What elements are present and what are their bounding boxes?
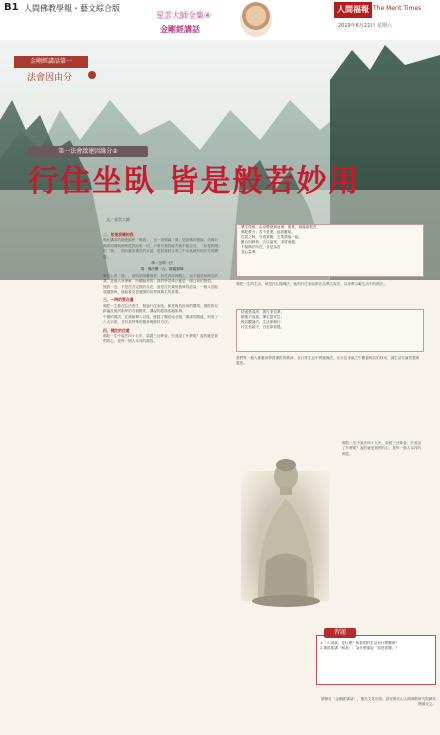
paragraph: 佛陀一生中說法四十九年，談經三百餘會，究竟說了什麼呢？說的就是我們的心，是每一個人本具的佛性。: [342, 441, 422, 456]
article-column-1: [103, 230, 221, 345]
paragraph: 我們每一個人都應該學習佛陀的精神，在日常生活中實踐佛法，在行住坐臥之中體會般若的妙用，讓生活充滿智慧與慈悲。: [236, 356, 420, 366]
quiz-items: [320, 641, 432, 651]
quiz-title: 習題: [324, 628, 356, 638]
right-column-text: [342, 441, 424, 457]
quiz-item: 2.佛經都講「無我」，為什麼還說「如是我聞」？: [320, 646, 399, 650]
subheading: 二、如是我聞的我: [103, 232, 134, 237]
paragraph: 佛陀一生中說法四十九年，談經三百餘會，究竟說了什麼呢？說的就是我們的心，是每一個人本具的佛性。: [103, 333, 218, 344]
page-header: [0, 0, 440, 40]
poem-line: 般若觀諸法，生活即修行；: [241, 320, 285, 324]
byline: 文／星雲大師: [106, 217, 130, 222]
decorative-dot-icon: [88, 71, 96, 79]
master-portrait: [240, 2, 272, 37]
series-subtitle: 金剛經講話: [160, 25, 200, 34]
buddha-statue-image: [236, 441, 336, 610]
poem-line: 眾生得病，由身體發病而傷；宿業，滌蕩諸根苦，: [241, 225, 321, 229]
poem-line: 精進不放逸，禪定是安住；: [241, 315, 285, 319]
paragraph: 無我一念，不是在否定我的存在，而是在於覺悟我執的虛妄，一個人若能超越我執，就能看見更遼闊的世界與眾生的需要。: [103, 284, 218, 295]
subheading: 四、佛陀的住處: [103, 327, 130, 333]
section-name: 人間佛教學報・藝文綜合版: [24, 4, 120, 13]
paragraph: 佛陀一生的生活，就是在弘揚佛法，他的行住坐臥都在為眾生說法，以身教示範生活中的佛法。: [236, 282, 387, 286]
poem-line: 持戒是清淨，善行非自業；: [241, 310, 285, 314]
sidebar-poem: [236, 224, 424, 277]
poem-line: 聚合因緣者，合以當來，求度而報；: [241, 240, 299, 244]
newspaper-logo: 人間福報: [334, 2, 372, 18]
vertical-tab: 藝文・人間: [427, 6, 438, 24]
poem-line: 並心量事: [241, 250, 256, 254]
poem-line: 行住坐臥中，自在即菩提。: [241, 325, 285, 329]
publication-date: 2019年6月22日 星期六: [338, 23, 392, 29]
series-banner: [148, 1, 278, 39]
subheading: 三、一時的要合適: [103, 297, 134, 303]
section-code: B1: [4, 2, 19, 13]
poem-line: 不知佛法所在，各是為苦: [241, 245, 281, 249]
lecture-label: 第一法會啟建因緣分②: [28, 146, 148, 157]
middle-paragraph: [236, 282, 422, 287]
newspaper-logo-en: The Merit Times: [373, 5, 422, 12]
source-credit: 節錄自〈金剛經講話〉，佛光文化出版；請至佛光山人間佛教研究院網站閱讀全文。: [321, 697, 436, 706]
sidebar-poem-2: [236, 309, 424, 352]
poem-line: 在居之時，守成業報，生業煩惱一起，: [241, 235, 303, 239]
quote: 佛一念現一法: [151, 261, 173, 266]
main-title: 行住坐臥 皆是般若妙用: [28, 164, 361, 199]
quiz-item: 1.「六成就」是什麼？和我們的生活有什麼關係？: [320, 641, 399, 645]
paragraph: 佛法講求的精進綿密「無我」，也一再強調「我」是諸佛的根源。信佛行佛要知佛與佛皆從我而來一切，只要有我的地方就不能自在，「如是我聞」的「我」，指的應是佛法的本意，是對我們生命之中本來就有的法性的體證。: [103, 238, 220, 259]
paragraph: 佛陀一生都在弘法度生，無論行住坐臥，都是般若妙用的體現；佛陀的足跡遍及恆河兩岸的各個國家，講說的經典浩瀚如海。: [103, 303, 218, 314]
buddha-icon: [236, 441, 336, 610]
poem-line: 佛陀教令；苦不是業，起居應知。: [241, 230, 295, 234]
column-label: 金剛經講話第一: [14, 56, 88, 68]
series-title: 星雲大師全集④: [156, 11, 212, 20]
paragraph: 事相上的「我」，指的是阿難尊者，但在真如理體上，這不過是個假名的我，是個人所理解、所體驗到的；我們學習佛法應是一個日新的覺悟。: [103, 273, 218, 284]
paragraph: 中國的佛法，在漢朝傳入以後，歷經了魏晉南北朝、隋唐的興盛，形成了八大宗派，各有其特殊的精神與修持方法。: [103, 314, 218, 325]
quote: 現：佛法僧一合，無礙無障: [140, 267, 184, 272]
column-subtitle: 法會因由分: [27, 73, 73, 83]
middle-paragraph-2: [236, 356, 422, 367]
